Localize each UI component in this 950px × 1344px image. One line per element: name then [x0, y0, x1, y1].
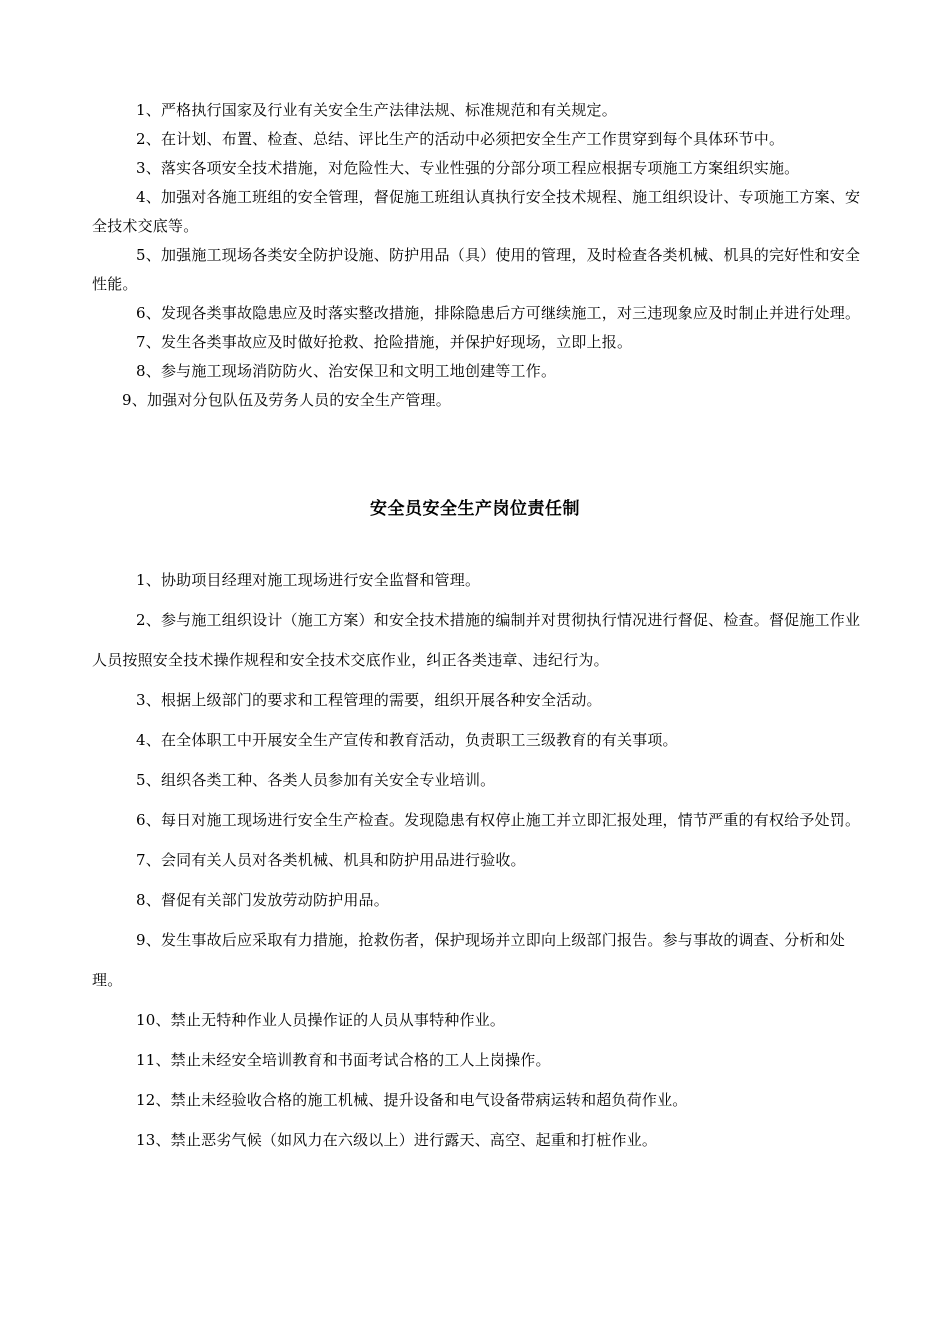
list-item: 11、禁止未经安全培训教育和书面考试合格的工人上岗操作。 [136, 1051, 551, 1069]
list-item: 2、在计划、布置、检查、总结、评比生产的活动中必须把安全生产工作贯穿到每个具体环节中。 [136, 130, 785, 148]
list-item: 7、发生各类事故应及时做好抢救、抢险措施，并保护好现场，立即上报。 [136, 333, 633, 351]
responsibility-list-general [92, 96, 862, 415]
list-item: 1、协助项目经理对施工现场进行安全监督和管理。 [136, 571, 481, 589]
list-item: 5、加强施工现场各类安全防护设施、防护用品（具）使用的管理，及时检查各类机械、机具的完好性和安全性能。 [92, 246, 861, 293]
list-item: 4、加强对各施工班组的安全管理，督促施工班组认真执行安全技术规程、施工组织设计、专项施工方案、安全技术交底等。 [92, 188, 861, 235]
list-item: 3、落实各项安全技术措施，对危险性大、专业性强的分部分项工程应根据专项施工方案组织实施。 [136, 159, 800, 177]
list-item: 12、禁止未经验收合格的施工机械、提升设备和电气设备带病运转和超负荷作业。 [136, 1091, 688, 1109]
list-item: 8、督促有关部门发放劳动防护用品。 [136, 891, 389, 909]
section-title: 安全员安全生产岗位责任制 [370, 499, 580, 519]
list-item: 5、组织各类工种、各类人员参加有关安全专业培训。 [136, 771, 496, 789]
list-item: 4、在全体职工中开展安全生产宣传和教育活动，负责职工三级教育的有关事项。 [136, 731, 678, 749]
responsibility-list-safety-officer [92, 560, 862, 1160]
list-item: 6、每日对施工现场进行安全生产检查。发现隐患有权停止施工并立即汇报处理，情节严重的有权给予处罚。 [136, 811, 861, 829]
list-item: 1、严格执行国家及行业有关安全生产法律法规、标准规范和有关规定。 [136, 101, 617, 119]
list-item: 7、会同有关人员对各类机械、机具和防护用品进行验收。 [136, 851, 526, 869]
list-item: 9、加强对分包队伍及劳务人员的安全生产管理。 [122, 391, 451, 409]
list-item: 10、禁止无特种作业人员操作证的人员从事特种作业。 [136, 1011, 506, 1029]
list-item: 2、参与施工组织设计（施工方案）和安全技术措施的编制并对贯彻执行情况进行督促、检查。督促施工作业人员按照安全技术操作规程和安全技术交底作业，纠正各类违章、违纪行为。 [92, 611, 861, 669]
list-item: 6、发现各类事故隐患应及时落实整改措施，排除隐患后方可继续施工，对三违现象应及时制止并进行处理。 [136, 304, 861, 322]
list-item: 3、根据上级部门的要求和工程管理的需要，组织开展各种安全活动。 [136, 691, 602, 709]
list-item: 13、禁止恶劣气候（如风力在六级以上）进行露天、高空、起重和打桩作业。 [136, 1131, 658, 1149]
list-item: 9、发生事故后应采取有力措施，抢救伤者，保护现场并立即向上级部门报告。参与事故的调查、分析和处理。 [92, 931, 845, 989]
list-item: 8、参与施工现场消防防火、治安保卫和文明工地创建等工作。 [136, 362, 557, 380]
